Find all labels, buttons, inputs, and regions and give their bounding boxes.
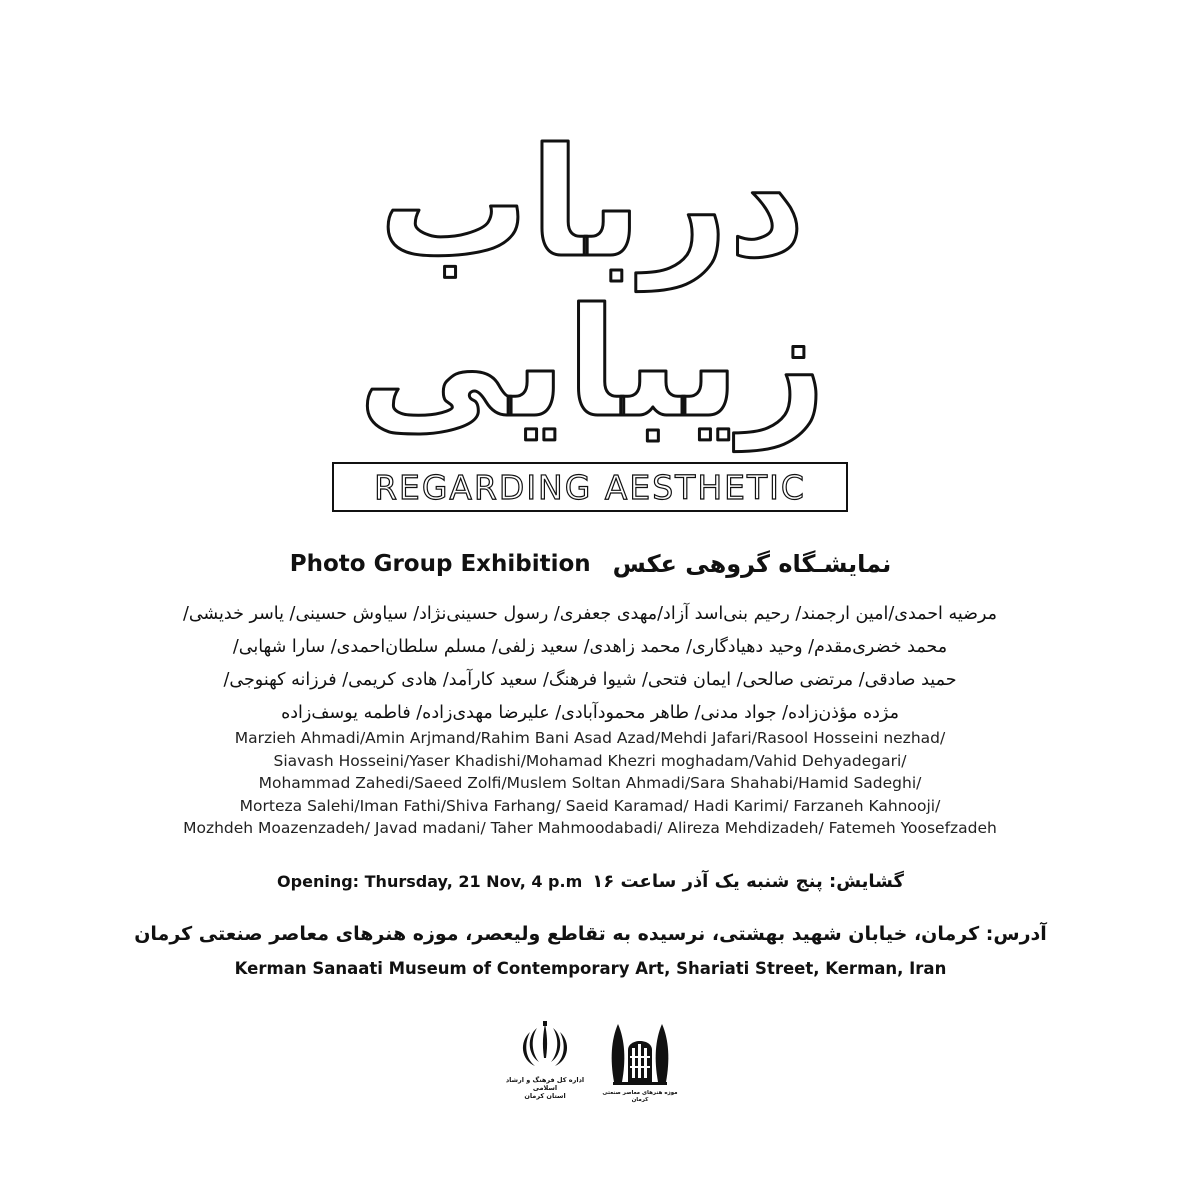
title-en: REGARDING AESTHETIC: [374, 467, 806, 507]
museum-cypress-icon: [608, 1020, 672, 1090]
museum-caption: موزه هنرهای معاصر صنعتی کرمان: [602, 1090, 678, 1103]
artists-en-line: Mohammad Zahedi/Saeed Zolfi/Muslem Soltan Ahmadi/Sara Shahabi/Hamid Sadeghi/: [258, 774, 922, 792]
title-fa-line2: زیبایی: [357, 277, 827, 451]
artists-fa-list: [150, 598, 1030, 730]
artists-en-line: Morteza Salehi/Iman Fathi/Shiva Farhang/ Saeid Karamad/ Hadi Karimi/ Farzaneh Kahnooji/: [239, 796, 941, 815]
title-calligraphy: [320, 70, 865, 470]
opening-fa: گشایش: پنج شنبه یک آذر ساعت ۱۶: [592, 870, 904, 892]
artists-en-line: Marzieh Ahmadi/Amin Arjmand/Rahim Bani Asad Azad/Mehdi Jafari/Rasool Hosseini nezhad/: [234, 729, 946, 747]
artists-fa-line: مژده مؤذن‌زاده/ جواد مدنی/ طاهر محمودآبادی/ علیرضا مهدی‌زاده/ فاطمه یوسف‌زاده: [281, 703, 899, 723]
address-en: Kerman Sanaati Museum of Contemporary Art, Shariati Street, Kerman, Iran: [234, 959, 947, 978]
artists-fa-line: حمید صادقی/ مرتضی صالحی/ ایمان فتحی/ شیوا فرهنگ/ سعید کارآمد/ هادی کریمی/ فرزانه کهنوجی/: [223, 670, 957, 690]
address-fa: آدرس: کرمان، خیابان شهید بهشتی، نرسیده به تقاطع ولیعصر، موزه هنرهای معاصر صنعتی کرمان: [134, 923, 1047, 945]
subtitle-en: Photo Group Exhibition: [289, 551, 591, 577]
subtitle-fa: نمایشـگاه گروهی عکس: [612, 550, 892, 578]
subtitle: [0, 544, 1181, 584]
opening: [0, 866, 1181, 896]
artists-en-line: Siavash Hosseini/Yaser Khadishi/Mohamad Khezri moghadam/Vahid Dehyadegari/: [273, 751, 907, 770]
artists-fa-line: مرضیه احمدی/امین ارجمند/ رحیم بنی‌اسد آزاد/مهدی جعفری/ رسول حسینی‌نژاد/ سیاوش حسینی/ یاسر خدیشی/: [182, 604, 998, 624]
museum-logo: [600, 1020, 680, 1105]
title-box: [332, 462, 848, 512]
artists-en-line: Mozhdeh Moazenzadeh/ Javad madani/ Taher Mahmoodabadi/ Alireza Mehdizadeh/ Fatemeh Yoosefzadeh: [183, 819, 997, 837]
title-fa-line1: درباب: [378, 117, 806, 291]
artists-fa-line: محمد خضری‌مقدم/ وحید دهیادگاری/ محمد زاهدی/ سعید زلفی/ مسلم سلطان‌احمدی/ سارا شهابی/: [232, 637, 948, 657]
emblem-caption-2: استان کرمان: [524, 1092, 566, 1100]
ershad-logo: [500, 1020, 590, 1105]
iran-emblem-icon: [513, 1020, 577, 1076]
opening-en: Opening: Thursday, 21 Nov, 4 p.m: [277, 871, 583, 891]
artists-en-list: [100, 727, 1080, 840]
emblem-caption-1: اداره کل فرهنگ و ارشاد اسلامی: [505, 1076, 585, 1092]
